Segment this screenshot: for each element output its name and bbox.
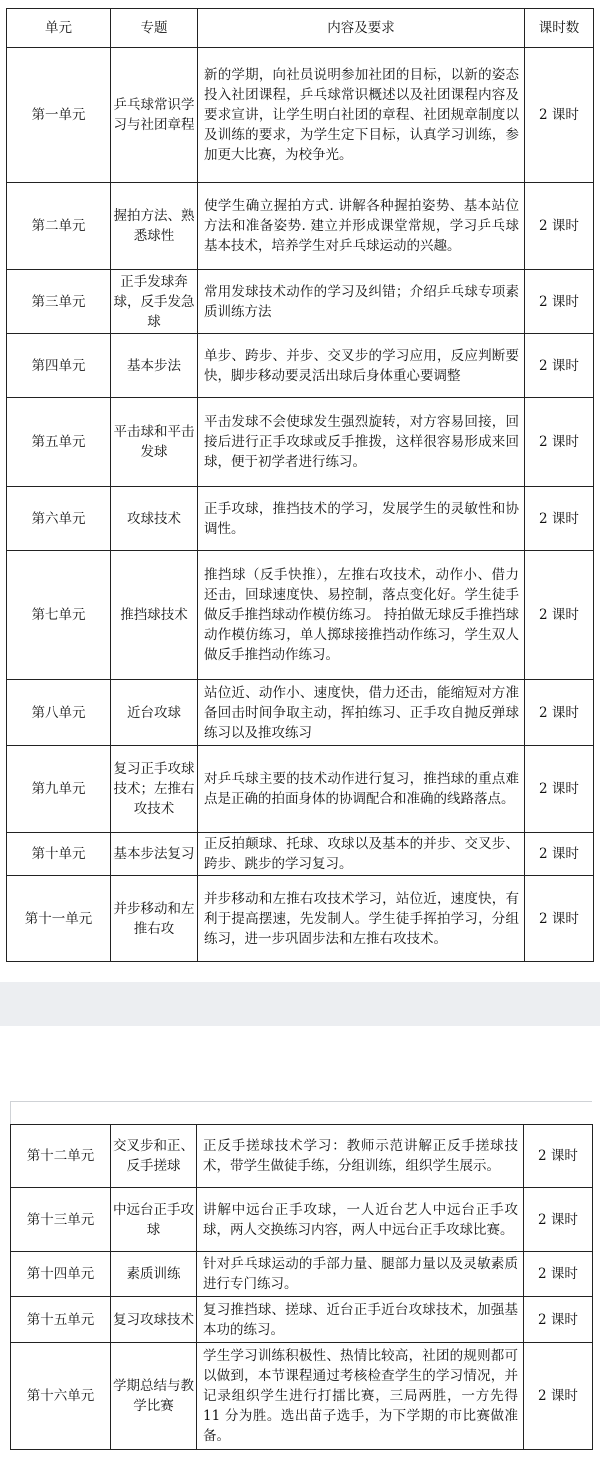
content-cell: 推挡球（反手快推），左推右攻技术，动作小、借力还击，回球速度快、易控制，落点变化好。学生徒手做反手推挡球动作模仿练习。 持拍做无球反手推挡球动作模仿练习，单人掷球接推挡动作练习，学生双人做反手推挡动作练习。 (198, 551, 525, 680)
page-edge (10, 1101, 11, 1124)
page-edge (10, 1101, 592, 1102)
unit-cell: 第四单元 (7, 334, 111, 398)
table-row (7, 183, 594, 270)
unit-cell: 第十五单元 (11, 1297, 111, 1343)
content-cell: 常用发球技术动作的学习及纠错；介绍乒乓球专项素质训练方法 (198, 270, 525, 334)
topic-cell: 乒乓球常识学习与社团章程 (111, 48, 198, 183)
topic-cell: 复习正手攻球技术；左推右攻技术 (111, 746, 198, 833)
table-row (7, 680, 594, 746)
topic-cell: 素质训练 (111, 1252, 197, 1297)
hours-cell: 2 课时 (525, 48, 594, 183)
hours-cell: 2 课时 (524, 1252, 593, 1297)
hours-cell: 2 课时 (525, 270, 594, 334)
hours-cell: 2 课时 (524, 1188, 593, 1252)
unit-cell: 第八单元 (7, 680, 111, 746)
table-row (11, 1125, 593, 1188)
content-cell: 正反手搓球技术学习：教师示范讲解正反手搓球技术，带学生做徒手练，分组训练，组织学生展示。 (197, 1125, 524, 1188)
table-row (7, 398, 594, 487)
topic-cell: 平击球和平击发球 (111, 398, 198, 487)
page-break (0, 982, 600, 1026)
content-cell: 讲解中远台正手攻球，一人近台艺人中远台正手攻球，两人交换练习内容，两人中远台正手攻球比赛。 (197, 1188, 524, 1252)
unit-cell: 第十三单元 (11, 1188, 111, 1252)
hours-cell: 2 课时 (525, 183, 594, 270)
unit-cell: 第一单元 (7, 48, 111, 183)
unit-cell: 第十二单元 (11, 1125, 111, 1188)
hours-cell: 2 课时 (525, 680, 594, 746)
topic-cell: 并步移动和左推右攻 (111, 876, 198, 962)
table-row (7, 334, 594, 398)
hours-cell: 2 课时 (524, 1343, 593, 1450)
hours-cell: 2 课时 (525, 833, 594, 876)
course-table-page1 (6, 8, 594, 962)
topic-cell: 近台攻球 (111, 680, 198, 746)
header-content: 内容及要求 (198, 9, 525, 48)
topic-cell: 基本步法 (111, 334, 198, 398)
content-cell: 平击发球不会使球发生强烈旋转，对方容易回接，回接后进行正手攻球或反手推拨，这样很容易形成来回球，便于初学者进行练习。 (198, 398, 525, 487)
topic-cell: 交叉步和正、反手搓球 (111, 1125, 197, 1188)
content-cell: 复习推挡球、搓球、近台正手近台攻球技术，加强基本功的练习。 (197, 1297, 524, 1343)
table-header-row (7, 9, 594, 48)
content-cell: 对乒乓球主要的技术动作进行复习，推挡球的重点难点是正确的拍面身体的协调配合和准确的线路落点。 (198, 746, 525, 833)
unit-cell: 第十四单元 (11, 1252, 111, 1297)
unit-cell: 第七单元 (7, 551, 111, 680)
topic-cell: 攻球技术 (111, 487, 198, 551)
unit-cell: 第二单元 (7, 183, 111, 270)
hours-cell: 2 课时 (525, 487, 594, 551)
hours-cell: 2 课时 (525, 876, 594, 962)
content-cell: 学生学习训练积极性、热情比较高，社团的规则都可以做到，本节课程通过考核检查学生的学习情况，并记录组织学生进行打擂比赛，三局两胜，一方先得 11 分为胜。选出苗子选手，为下学期的市比赛做准备。 (197, 1343, 524, 1450)
table-row (11, 1188, 593, 1252)
table-row (7, 746, 594, 833)
course-table-page2 (10, 1124, 593, 1450)
topic-cell: 学期总结与教学比赛 (111, 1343, 197, 1450)
topic-cell: 推挡球技术 (111, 551, 198, 680)
content-cell: 单步、跨步、并步、交叉步的学习应用，反应判断要快，脚步移动要灵活出球后身体重心要调整 (198, 334, 525, 398)
header-topic: 专题 (111, 9, 198, 48)
unit-cell: 第六单元 (7, 487, 111, 551)
header-unit: 单元 (7, 9, 111, 48)
topic-cell: 复习攻球技术 (111, 1297, 197, 1343)
content-cell: 新的学期，向社员说明参加社团的目标，以新的姿态投入社团课程，乒乓球常识概述以及社团课程内容及要求宣讲，让学生明白社团的章程、社团规章制度以及训练的要求，为学生定下目标，认真学习训练，参加更大比赛，为校争光。 (198, 48, 525, 183)
hours-cell: 2 课时 (525, 551, 594, 680)
unit-cell: 第十一单元 (7, 876, 111, 962)
table-row (7, 48, 594, 183)
content-cell: 站位近、动作小、速度快，借力还击，能缩短对方准备回击时间争取主动，挥拍练习、正手攻自抛反弹球练习以及推攻练习 (198, 680, 525, 746)
hours-cell: 2 课时 (525, 398, 594, 487)
topic-cell: 中远台正手攻球 (111, 1188, 197, 1252)
unit-cell: 第十六单元 (11, 1343, 111, 1450)
unit-cell: 第三单元 (7, 270, 111, 334)
table-row (7, 876, 594, 962)
table-row (7, 551, 594, 680)
table-row (7, 270, 594, 334)
content-cell: 使学生确立握拍方式. 讲解各种握拍姿势、基本站位方法和准备姿势. 建立并形成课堂常规，学习乒乓球基本技术，培养学生对乒乓球运动的兴趣。 (198, 183, 525, 270)
topic-cell: 基本步法复习 (111, 833, 198, 876)
topic-cell: 正手发球奔球，反手发急球 (111, 270, 198, 334)
unit-cell: 第十单元 (7, 833, 111, 876)
table-row (11, 1252, 593, 1297)
content-cell: 并步移动和左推右攻技术学习，站位近，速度快，有利于提高摆速，先发制人。学生徒手挥拍学习，分组练习，进一步巩固步法和左推右攻技术。 (198, 876, 525, 962)
hours-cell: 2 课时 (525, 746, 594, 833)
hours-cell: 2 课时 (525, 334, 594, 398)
unit-cell: 第五单元 (7, 398, 111, 487)
hours-cell: 2 课时 (524, 1297, 593, 1343)
content-cell: 正反拍颠球、托球、攻球以及基本的并步、交叉步、跨步、跳步的学习复习。 (198, 833, 525, 876)
content-cell: 正手攻球，推挡技术的学习，发展学生的灵敏性和协调性。 (198, 487, 525, 551)
hours-cell: 2 课时 (524, 1125, 593, 1188)
unit-cell: 第九单元 (7, 746, 111, 833)
table-row (7, 487, 594, 551)
content-cell: 针对乒乓球运动的手部力量、腿部力量以及灵敏素质进行专门练习。 (197, 1252, 524, 1297)
table-row (11, 1297, 593, 1343)
header-hours: 课时数 (525, 9, 594, 48)
table-row (11, 1343, 593, 1450)
topic-cell: 握拍方法、熟悉球性 (111, 183, 198, 270)
table-row (7, 833, 594, 876)
